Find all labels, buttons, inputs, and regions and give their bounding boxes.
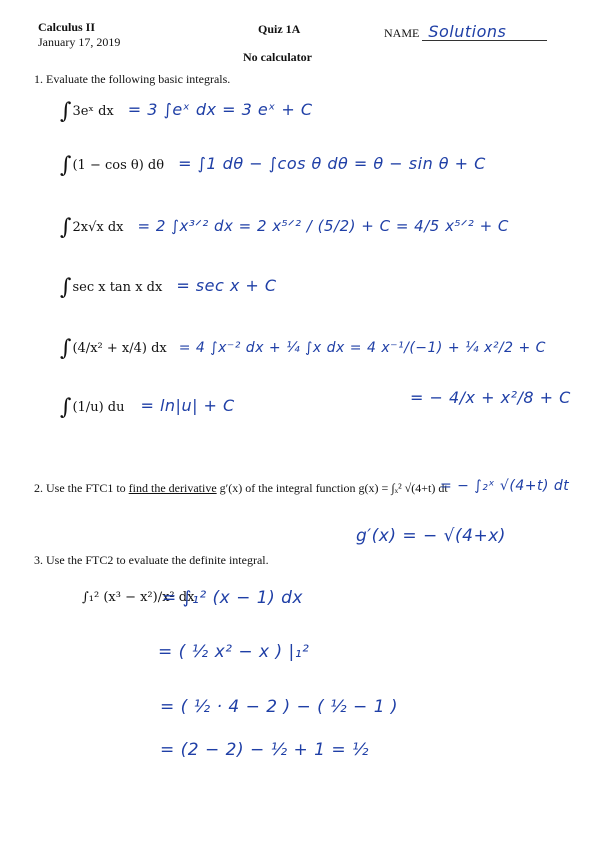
q1-item-1-integral: ∫3eˣ dx [60,99,114,124]
q3-step-3: = ( ½ · 4 − 2 ) − ( ½ − 1 ) [160,697,399,717]
q1-item-2 [60,150,486,178]
q1-item-4-work: = sec x + C [176,276,277,295]
q3-step-2: = ( ½ x² − x ) |₁² [158,642,310,662]
q1-item-2-integral: ∫(1 − cos θ) dθ [60,153,165,178]
q1-item-3 [60,212,509,240]
course-title: Calculus II [38,20,96,34]
name-field [384,22,547,41]
q1-item-1-work: = 3 ∫eˣ dx = 3 eˣ + C [127,100,313,119]
quiz-title: Quiz 1A [258,22,301,36]
q2-answer: g′(x) = − √(4+x) [356,526,506,546]
q1-item-6-integral: ∫(1/u) du [60,395,125,420]
q1-item-6 [60,392,235,420]
q1-item-3-work: = 2 ∫x³ᐟ² dx = 2 x⁵ᐟ² / (5/2) + C = 4/5 x⁵ᐟ² + C [137,217,509,235]
q1-item-3-integral: ∫2x√x dx [60,215,124,240]
q1-item-5 [60,333,546,361]
q1-item-2-work: = ∫1 dθ − ∫cos θ dθ = θ − sin θ + C [178,154,486,173]
q1-item-4 [60,272,277,300]
quiz-date: January 17, 2019 [38,35,121,49]
no-calculator-note: No calculator [243,50,312,64]
name-value: Solutions [428,22,507,41]
q1-item-4-integral: ∫sec x tan x dx [60,275,163,300]
question-1-prompt: 1. Evaluate the following basic integrals. [34,72,231,86]
q1-item-5-continued: = − 4/x + x²/8 + C [410,388,571,407]
q1-item-6-work: = ln|u| + C [140,396,235,415]
q1-item-5-work: = 4 ∫x⁻² dx + ¼ ∫x dx = 4 x⁻¹/(−1) + ¼ x²/2 + C [178,340,546,356]
q3-step-4: = (2 − 2) − ½ + 1 = ½ [160,740,370,760]
question-2-prompt: 2. Use the FTC1 to find the derivative g′(x) of the integral function g(x) = ∫ₓ² √(4+t) dt [34,481,448,495]
find-derivative-underlined: find the derivative [128,481,217,495]
name-label: NAME [384,26,420,40]
q3-step-1: = ∫₁² (x − 1) dx [162,588,303,608]
q2-work-line: = − ∫₂ˣ √(4+t) dt [440,478,570,494]
q3-integral: ∫₁² (x³ − x²)/x² dx [82,590,195,605]
q1-item-1 [60,96,313,124]
question-3-prompt: 3. Use the FTC2 to evaluate the definite integral. [34,553,269,567]
q1-item-5-integral: ∫(4/x² + x/4) dx [60,336,167,361]
name-line [422,22,547,41]
